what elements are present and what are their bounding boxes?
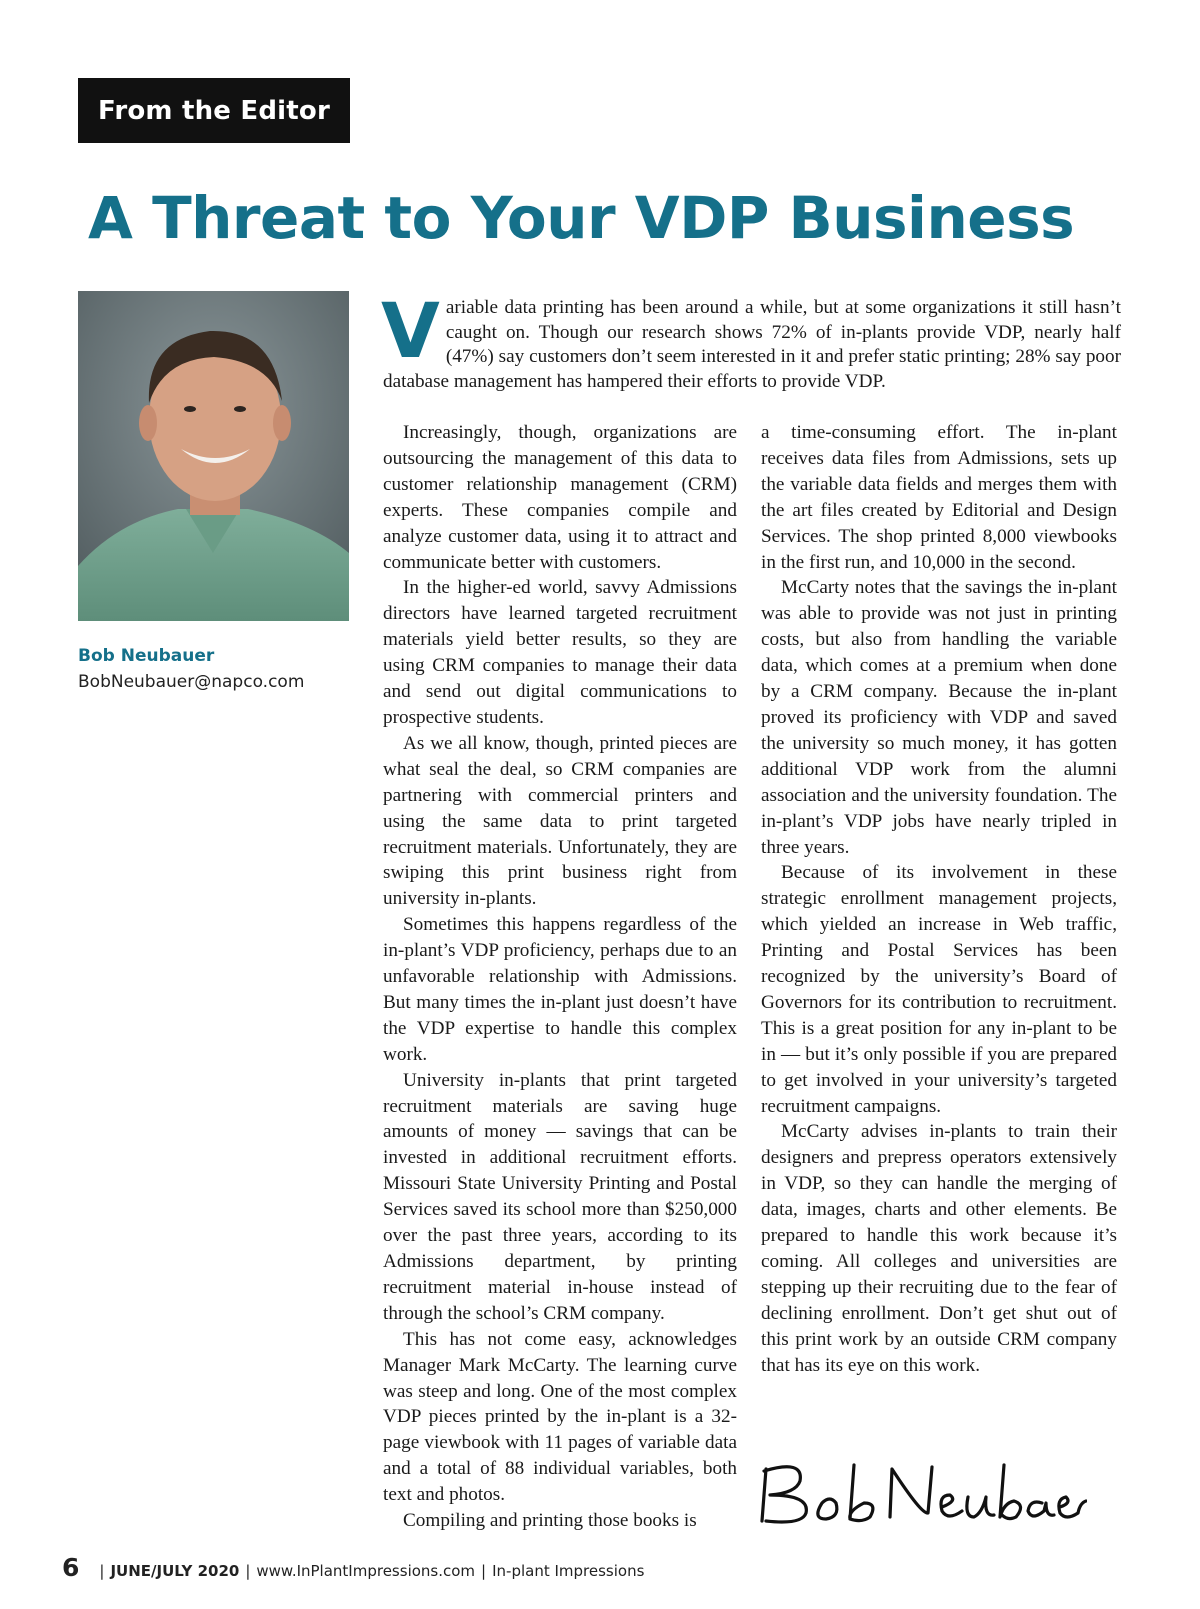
body-paragraph: In the higher-ed world, savvy Admissions directors have learned targeted recruitment materials yield better results, so they are using CRM companies to manage their data and send out digital communications to prospective students. (383, 577, 737, 728)
body-paragraph: University in-plants that print targeted recruitment materials are saving huge amounts of money — savings that can be invested in additional recruitment efforts. Missouri State University Printing and Postal Services saved its school more than $250,000 over the past three years, according to its Admissions department, by printing recruitment material in-house instead of through the school’s CRM company. (383, 1069, 737, 1324)
headline: A Threat to Your VDP Business (88, 184, 1075, 252)
intro-paragraph (381, 286, 1121, 394)
body-paragraph: a time-consuming effort. The in-plant receives data files from Admissions, sets up the variable data fields and merges them with the art files created by Editorial and Design Services. The shop printed 8,000 viewbooks in the first run, and 10,000 in the second. (761, 422, 1117, 573)
section-label: From the Editor (78, 78, 350, 143)
author-photo (78, 291, 349, 621)
footer-separator: | (245, 1562, 251, 1580)
body-paragraph: McCarty notes that the savings the in-plant was able to provide was not just in printing costs, but also from handling the variable data, which comes at a premium when done by a CRM company. Because the in-plant proved its proficiency with VDP and saved the university so much money, it has gotten additional VDP work from the alumni association and the university foundation. The in-plant’s VDP jobs have nearly tripled in three years. (761, 577, 1117, 858)
body-paragraph: This has not come easy, acknowledges Manager Mark McCarty. The learning curve was steep and long. One of the most complex VDP pieces printed by the in-plant is a 32-page viewbook with 11 pages of variable data and a total of 88 individual variables, both text and photos. (383, 1328, 737, 1506)
page-number: 6 (62, 1553, 80, 1582)
body-paragraph: McCarty advises in-plants to train their designers and prepress operators extensively in VDP, so they can handle the merging of data, images, charts and other elements. Be prepared to handle this work because it’s coming. All colleges and universities are stepping up their recruiting due to the fear of declining enrollment. Don’t get shut out of this print work by an outside CRM company that has its eye on this work. (761, 1121, 1117, 1376)
drop-cap: V (381, 286, 440, 375)
website-link[interactable]: www.InPlantImpressions.com (256, 1562, 476, 1580)
publication-name: In-plant Impressions (492, 1562, 645, 1580)
body-paragraph: Sometimes this happens regardless of the in-plant’s VDP proficiency, perhaps due to an unfavorable relationship with Admissions. But many times the in-plant just doesn’t have the VDP expertise to handle this complex work. (383, 914, 737, 1065)
body-paragraph: Compiling and printing those books is (403, 1510, 697, 1532)
author-email[interactable]: BobNeubauer@napco.com (78, 672, 305, 692)
body-paragraph: Increasingly, though, organizations are outsourcing the management of this data to customer relationship management (CRM) experts. These companies compile and analyze customer data, using it to attract and communicate better with customers. (383, 422, 737, 573)
issue-date: JUNE/JULY 2020 (110, 1562, 240, 1580)
footer-separator: | (99, 1562, 105, 1580)
body-column-left (383, 420, 737, 1534)
intro-text: ariable data printing has been around a while, but at some organizations it still hasn’t caught on. Though our research shows 72% of in-plants provide VDP, nearly half (47%) say customers don’t seem interested in it and prefer static printing; 28% say poor database management has hampered their efforts to provide VDP. (383, 297, 1121, 392)
body-column-right (761, 420, 1117, 1379)
author-signature (752, 1455, 1087, 1535)
page-footer (62, 1553, 644, 1589)
body-paragraph: As we all know, though, printed pieces are what seal the deal, so CRM companies are partnering with commercial printers and using the same data to print targeted recruitment materials. Unfortunately, they are swiping this print business right from university in-plants. (383, 732, 737, 910)
author-name: Bob Neubauer (78, 646, 215, 666)
footer-separator: | (481, 1562, 487, 1580)
body-paragraph: Because of its involvement in these strategic enrollment management projects, which yielded an increase in Web traffic, Printing and Postal Services has been recognized by the university’s Board of Governors for its contribution to recruitment. This is a great position for any in-plant to be in — but it’s only possible if you are prepared to get involved in your university’s targeted recruitment campaigns. (761, 862, 1117, 1117)
